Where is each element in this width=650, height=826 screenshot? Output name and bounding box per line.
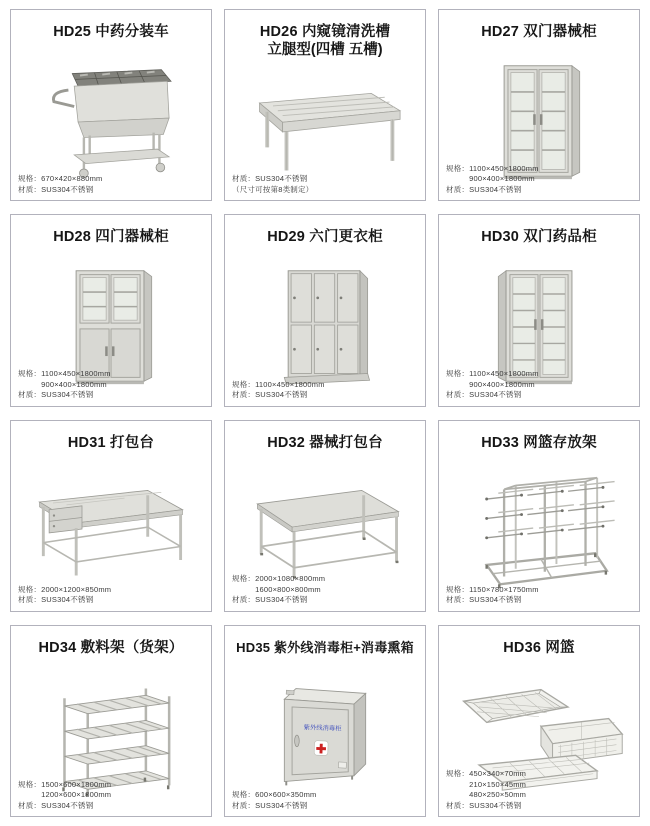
product-title-block <box>439 10 639 41</box>
product-card-hd33 <box>438 420 640 612</box>
spec-line: 规格：1100×450×1800mm <box>18 369 111 378</box>
product-specs <box>18 174 103 195</box>
product-specs <box>446 769 526 811</box>
product-card-hd35 <box>224 625 426 817</box>
spec-line: 材质：SUS304不锈钢 <box>18 184 94 194</box>
product-title-block <box>439 215 639 246</box>
product-title: HD35 紫外线消毒柜+消毒熏箱 <box>236 639 414 655</box>
spec-line: 规格：600×600×350mm <box>232 790 317 799</box>
spec-line: 材质：SUS304不锈钢 <box>232 174 308 184</box>
spec-line: 材质：SUS304不锈钢 <box>18 800 94 810</box>
spec-line: 材质：SUS304不锈钢 <box>446 390 522 399</box>
product-title-block <box>11 421 211 452</box>
product-title: HD26 内窥镜清洗槽 <box>259 24 391 40</box>
spec-line: 材质：SUS304不锈钢 <box>232 800 308 810</box>
product-card-hd30 <box>438 214 640 406</box>
spec-line: 材质：SUS304不锈钢 <box>232 595 308 605</box>
spec-line: 480×250×50mm <box>446 790 527 799</box>
spec-line: 规格：2000×1200×850mm <box>18 584 112 594</box>
spec-line: 规格：450×340×70mm <box>446 769 527 778</box>
spec-line: 规格：1100×450×1800mm <box>446 369 539 378</box>
product-title-block <box>439 421 639 452</box>
spec-line: 1600×800×800mm <box>232 584 321 594</box>
spec-line: 规格：1100×450×1800mm <box>232 379 325 389</box>
product-title: HD27 双门器械柜 <box>481 24 597 40</box>
product-specs <box>18 780 111 812</box>
product-specs <box>446 369 539 401</box>
product-specs <box>232 790 317 811</box>
product-card-hd36 <box>438 625 640 817</box>
uv-door-label: 紫外线消毒柜 <box>303 724 342 733</box>
product-specs <box>232 174 313 195</box>
product-title: HD31 打包台 <box>67 434 155 451</box>
product-specs <box>18 585 111 606</box>
product-title: HD32 器械打包台 <box>267 434 383 451</box>
product-card-hd29 <box>224 214 426 406</box>
product-specs <box>232 380 325 401</box>
spec-line: （尺寸可按第8类制定） <box>232 184 314 194</box>
product-title-block <box>439 626 639 657</box>
product-card-hd26 <box>224 9 426 201</box>
spec-line: 900×400×1800mm <box>18 379 107 389</box>
spec-line: 规格：670×420×880mm <box>18 174 103 184</box>
product-card-hd28 <box>10 214 212 406</box>
product-title: HD28 四门器械柜 <box>53 229 169 246</box>
product-title: HD36 网篮 <box>503 639 575 656</box>
spec-line: 规格：2000×1080×800mm <box>232 574 326 584</box>
product-title: HD25 中药分装车 <box>53 24 169 40</box>
spec-line: 规格：1500×600×1800mm <box>18 779 112 789</box>
product-specs <box>446 164 539 196</box>
product-specs <box>18 369 111 401</box>
product-card-hd34 <box>10 625 212 817</box>
product-title-block <box>225 421 425 452</box>
product-card-hd31 <box>10 420 212 612</box>
product-subtitle: 立腿型(四槽 五槽) <box>267 42 383 58</box>
product-specs <box>446 585 539 606</box>
product-title: HD33 网篮存放架 <box>481 434 597 451</box>
product-title: HD30 双门药品柜 <box>481 229 597 246</box>
spec-line: 材质：SUS304不锈钢 <box>446 595 522 605</box>
product-card-hd27 <box>438 9 640 201</box>
spec-line: 规格：1100×450×1800mm <box>446 163 539 173</box>
spec-line: 900×400×1800mm <box>446 379 535 389</box>
spec-line: 900×400×1800mm <box>446 174 535 184</box>
spec-line: 材质：SUS304不锈钢 <box>18 595 94 605</box>
spec-line: 规格：1150×780×1750mm <box>446 584 539 594</box>
product-title: HD34 敷料架（货架） <box>38 639 184 656</box>
product-title-block <box>225 215 425 246</box>
spec-line: 1200×600×1800mm <box>18 790 112 799</box>
product-title-block <box>225 626 425 657</box>
product-title: HD29 六门更衣柜 <box>267 229 383 246</box>
product-title-block <box>11 626 211 657</box>
spec-line: 材质：SUS304不锈钢 <box>446 800 522 810</box>
product-title-block <box>11 215 211 246</box>
product-specs <box>232 574 325 606</box>
spec-line: 材质：SUS304不锈钢 <box>446 184 522 194</box>
spec-line: 材质：SUS304不锈钢 <box>232 390 308 399</box>
product-title-block <box>11 10 211 41</box>
spec-line: 210×150×45mm <box>446 779 527 789</box>
product-card-hd32 <box>224 420 426 612</box>
product-title-block <box>225 10 425 59</box>
product-card-hd25 <box>10 9 212 201</box>
spec-line: 材质：SUS304不锈钢 <box>18 390 94 399</box>
